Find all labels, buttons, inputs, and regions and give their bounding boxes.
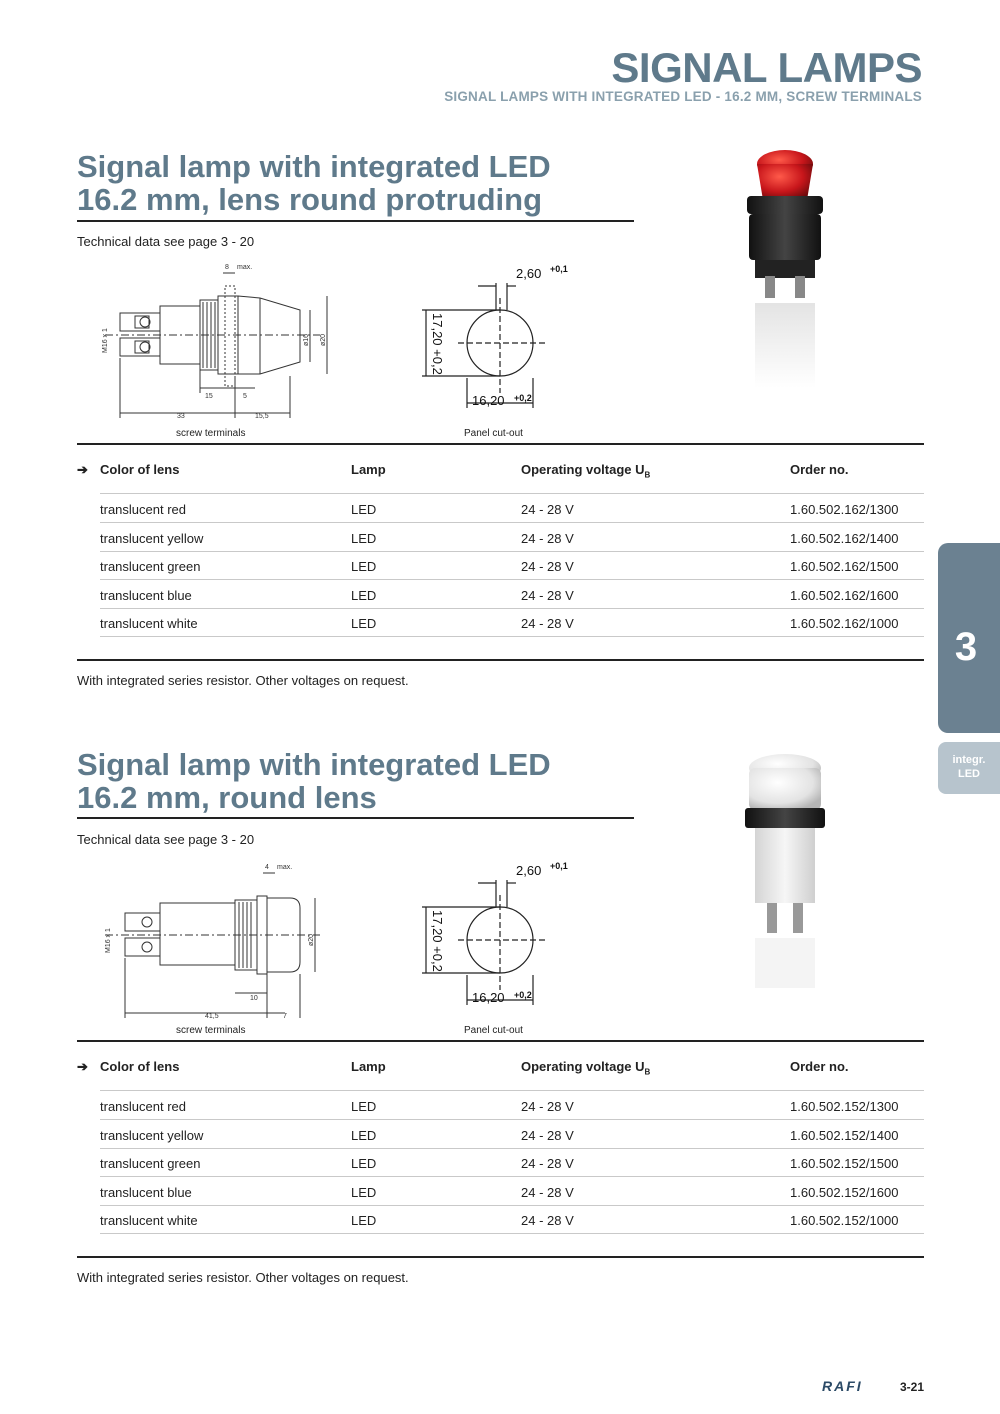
subchapter-tab[interactable] <box>938 742 1000 794</box>
cell-color: translucent green <box>100 1156 201 1171</box>
cell-color: translucent yellow <box>100 531 204 546</box>
drawing-caption: screw terminals <box>176 1025 246 1036</box>
cell-order-no: 1.60.502.152/1500 <box>790 1156 899 1171</box>
column-header: Lamp <box>351 462 386 477</box>
drawing-caption: screw terminals <box>176 428 246 439</box>
table-bottom-rule <box>77 1256 924 1258</box>
cell-lamp: LED <box>351 1099 377 1114</box>
cell-lamp: LED <box>351 1128 377 1143</box>
cell-color: translucent red <box>100 502 186 517</box>
cell-voltage: 24 - 28 V <box>521 1213 574 1228</box>
section-title-line: 16.2 mm, round lens <box>77 780 377 815</box>
dim-label: ø20 <box>320 333 327 346</box>
chapter-number: 3 <box>954 625 978 669</box>
page-title: SIGNAL LAMPS <box>611 44 922 91</box>
cell-voltage: 24 - 28 V <box>521 502 574 517</box>
cell-lamp: LED <box>351 1185 377 1200</box>
rafi-logo <box>822 1379 894 1393</box>
arrow-right-icon: ➔ <box>77 1059 88 1074</box>
cell-order-no: 1.60.502.162/1300 <box>790 502 899 517</box>
table-row <box>100 1091 924 1120</box>
section-title <box>77 150 551 216</box>
dim-label: 4 <box>265 864 269 871</box>
cell-color: translucent blue <box>100 588 192 603</box>
dim-label: max. <box>277 864 293 871</box>
table-row <box>100 608 924 637</box>
tech-data-note[interactable]: Technical data see page 3 - 20 <box>77 234 255 249</box>
cell-color: translucent green <box>100 559 201 574</box>
dim-label: 8 <box>225 264 229 271</box>
cell-voltage: 24 - 28 V <box>521 1128 574 1143</box>
cell-lamp: LED <box>351 588 377 603</box>
divider <box>77 817 634 819</box>
dim-label: +0,2 <box>514 393 532 403</box>
side-view-drawing <box>95 258 345 423</box>
table-row <box>100 1205 924 1234</box>
table-row <box>100 523 924 552</box>
dim-label: 10 <box>250 995 258 1002</box>
side-view-drawing <box>95 858 345 1023</box>
column-header: Operating voltage $U_B$ <box>521 1059 651 1077</box>
dim-label: 17,20 +0,2 <box>430 313 445 375</box>
divider <box>77 220 634 222</box>
cell-order-no: 1.60.502.162/1400 <box>790 531 899 546</box>
cell-order-no: 1.60.502.162/1600 <box>790 588 899 603</box>
dim-label: +0,1 <box>550 861 568 871</box>
cell-voltage: 24 - 28 V <box>521 559 574 574</box>
cell-color: translucent blue <box>100 1185 192 1200</box>
dim-label: 15 <box>205 393 213 400</box>
cell-lamp: LED <box>351 1156 377 1171</box>
cell-color: translucent yellow <box>100 1128 204 1143</box>
dim-label: +0,1 <box>550 264 568 274</box>
dim-label: 2,60 <box>516 266 542 281</box>
cell-order-no: 1.60.502.152/1400 <box>790 1128 899 1143</box>
table-top-rule <box>77 443 924 445</box>
table-bottom-rule <box>77 659 924 661</box>
chapter-tab[interactable] <box>938 543 1000 733</box>
dim-label: 16,20 <box>472 990 505 1005</box>
cell-voltage: 24 - 28 V <box>521 1156 574 1171</box>
cell-order-no: 1.60.502.162/1000 <box>790 616 899 631</box>
cell-lamp: LED <box>351 1213 377 1228</box>
section-title-line: Signal lamp with integrated LED <box>77 747 551 782</box>
white-round-lamp-icon <box>735 748 835 998</box>
cell-color: translucent white <box>100 616 198 631</box>
dim-label: 15,5 <box>255 413 269 420</box>
column-header: Color of lens <box>100 1059 180 1074</box>
table-row <box>100 1177 924 1206</box>
cell-order-no: 1.60.502.162/1500 <box>790 559 899 574</box>
cell-voltage: 24 - 28 V <box>521 616 574 631</box>
tech-data-note[interactable]: Technical data see page 3 - 20 <box>77 832 255 847</box>
table-row <box>100 494 924 523</box>
dim-label: M16 x 1 <box>102 328 109 353</box>
table-top-rule <box>77 1040 924 1042</box>
dim-label: 33 <box>177 413 185 420</box>
panel-cutout-drawing <box>418 855 568 1020</box>
arrow-right-icon: ➔ <box>77 462 88 477</box>
drawing-caption: Panel cut-out <box>464 1025 523 1036</box>
dim-label: +0,2 <box>514 990 532 1000</box>
table-row <box>100 580 924 609</box>
page-subtitle: SIGNAL LAMPS WITH INTEGRATED LED - 16.2 MM, SCREW TERMINALS <box>444 89 922 104</box>
section-title <box>77 748 551 814</box>
cell-color: translucent white <box>100 1213 198 1228</box>
drawing-caption: Panel cut-out <box>464 428 523 439</box>
dim-label: 16,20 <box>472 393 505 408</box>
column-header: Lamp <box>351 1059 386 1074</box>
dim-label: 7 <box>283 1013 287 1020</box>
section-title-line: 16.2 mm, lens round protruding <box>77 182 543 217</box>
dim-label: ø16 <box>303 333 310 346</box>
cell-voltage: 24 - 28 V <box>521 531 574 546</box>
table-row <box>100 1148 924 1177</box>
dim-label: 41,5 <box>205 1013 219 1020</box>
cell-order-no: 1.60.502.152/1300 <box>790 1099 899 1114</box>
cell-lamp: LED <box>351 531 377 546</box>
column-header: Operating voltage $U_B$ <box>521 462 651 480</box>
table-row <box>100 551 924 580</box>
footnote: With integrated series resistor. Other voltages on request. <box>77 673 409 688</box>
page-number: 3-21 <box>900 1380 925 1394</box>
dim-label: 5 <box>243 393 247 400</box>
cell-lamp: LED <box>351 502 377 517</box>
subchapter-label: integr. LED <box>952 754 986 780</box>
column-header: Order no. <box>790 462 849 477</box>
logo-text: RAFI <box>822 1379 863 1393</box>
column-header: Order no. <box>790 1059 849 1074</box>
dim-label: 2,60 <box>516 863 542 878</box>
cell-voltage: 24 - 28 V <box>521 1185 574 1200</box>
column-header: Color of lens <box>100 462 180 477</box>
section-title-line: Signal lamp with integrated LED <box>77 149 551 184</box>
cell-order-no: 1.60.502.152/1000 <box>790 1213 899 1228</box>
cell-color: translucent red <box>100 1099 186 1114</box>
cell-lamp: LED <box>351 559 377 574</box>
dim-label: 17,20 +0,2 <box>430 910 445 972</box>
cell-voltage: 24 - 28 V <box>521 588 574 603</box>
cell-order-no: 1.60.502.152/1600 <box>790 1185 899 1200</box>
dim-label: max. <box>237 264 253 271</box>
footnote: With integrated series resistor. Other voltages on request. <box>77 1270 409 1285</box>
cell-lamp: LED <box>351 616 377 631</box>
dim-label: M16 x 1 <box>105 928 112 953</box>
red-protruding-lamp-icon <box>735 148 835 398</box>
dim-label: ø20 <box>308 933 315 946</box>
panel-cutout-drawing <box>418 258 568 423</box>
table-row <box>100 1120 924 1149</box>
cell-voltage: 24 - 28 V <box>521 1099 574 1114</box>
